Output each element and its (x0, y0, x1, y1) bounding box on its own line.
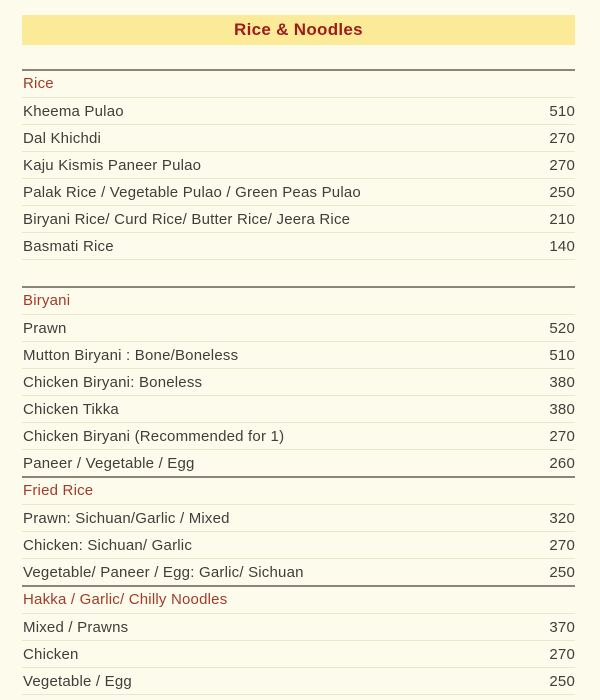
item-price: 270 (549, 645, 575, 663)
item-name: Kaju Kismis Paneer Pulao (23, 156, 202, 174)
menu-item-list (22, 504, 575, 585)
menu-section-biryani (22, 286, 575, 476)
menu-item-list (22, 314, 575, 476)
item-name: Chicken Biryani: Boneless (23, 373, 203, 391)
menu-section-rice (22, 69, 575, 260)
item-name: Mutton Biryani : Bone/Boneless (23, 346, 239, 364)
menu-item-row (22, 422, 575, 449)
menu-item-row (22, 314, 575, 341)
section-title: Hakka / Garlic/ Chilly Noodles (23, 591, 228, 608)
menu-item-row (22, 640, 575, 667)
section-title: Rice (23, 75, 54, 92)
item-name: Chicken (23, 645, 79, 663)
item-name: Paneer / Vegetable / Egg (23, 454, 195, 472)
menu-item-row (22, 232, 575, 259)
item-price: 380 (549, 373, 575, 391)
item-price: 250 (549, 672, 575, 690)
item-price: 270 (549, 129, 575, 147)
menu-sections (22, 69, 575, 695)
item-name: Dal Khichdi (23, 129, 102, 147)
item-name: Mixed / Prawns (23, 618, 129, 636)
menu-item-row (22, 504, 575, 531)
page-title: Rice & Noodles (234, 20, 363, 39)
item-price: 270 (549, 536, 575, 554)
menu-item-list (22, 613, 575, 695)
section-title: Biryani (23, 292, 71, 309)
menu-title-banner (22, 15, 575, 45)
menu-item-row (22, 178, 575, 205)
item-price: 510 (549, 346, 575, 364)
item-price: 270 (549, 156, 575, 174)
item-name: Vegetable/ Paneer / Egg: Garlic/ Sichuan (23, 563, 304, 581)
item-price: 260 (549, 454, 575, 472)
menu-section-fried-rice (22, 476, 575, 585)
item-price: 270 (549, 427, 575, 445)
item-price: 520 (549, 319, 575, 337)
menu-item-row (22, 667, 575, 694)
item-price: 320 (549, 509, 575, 527)
item-name: Chicken: Sichuan/ Garlic (23, 536, 193, 554)
item-price: 250 (549, 183, 575, 201)
menu-item-row (22, 97, 575, 124)
item-price: 370 (549, 618, 575, 636)
item-name: Prawn (23, 319, 67, 337)
item-name: Vegetable / Egg (23, 672, 132, 690)
menu-item-row (22, 151, 575, 178)
menu-item-row (22, 613, 575, 640)
section-title: Fried Rice (23, 482, 94, 499)
item-name: Basmati Rice (23, 237, 114, 255)
menu-item-row (22, 205, 575, 232)
item-name: Kheema Pulao (23, 102, 124, 120)
menu-section-hakka-garlic-chilly-noodles (22, 585, 575, 695)
item-name: Palak Rice / Vegetable Pulao / Green Peas Pulao (23, 183, 361, 201)
item-price: 210 (549, 210, 575, 228)
menu-item-row (22, 341, 575, 368)
item-price: 140 (549, 237, 575, 255)
item-price: 510 (549, 102, 575, 120)
menu-item-row (22, 124, 575, 151)
item-price: 380 (549, 400, 575, 418)
menu-item-row (22, 368, 575, 395)
menu-item-list (22, 97, 575, 260)
menu-item-row (22, 449, 575, 476)
item-price: 250 (549, 563, 575, 581)
item-name: Prawn: Sichuan/Garlic / Mixed (23, 509, 230, 527)
item-name: Biryani Rice/ Curd Rice/ Butter Rice/ Jeera Rice (23, 210, 351, 228)
item-name: Chicken Biryani (Recommended for 1) (23, 427, 285, 445)
item-name: Chicken Tikka (23, 400, 119, 418)
menu-item-row (22, 395, 575, 422)
menu-item-row (22, 558, 575, 585)
menu-item-row (22, 531, 575, 558)
